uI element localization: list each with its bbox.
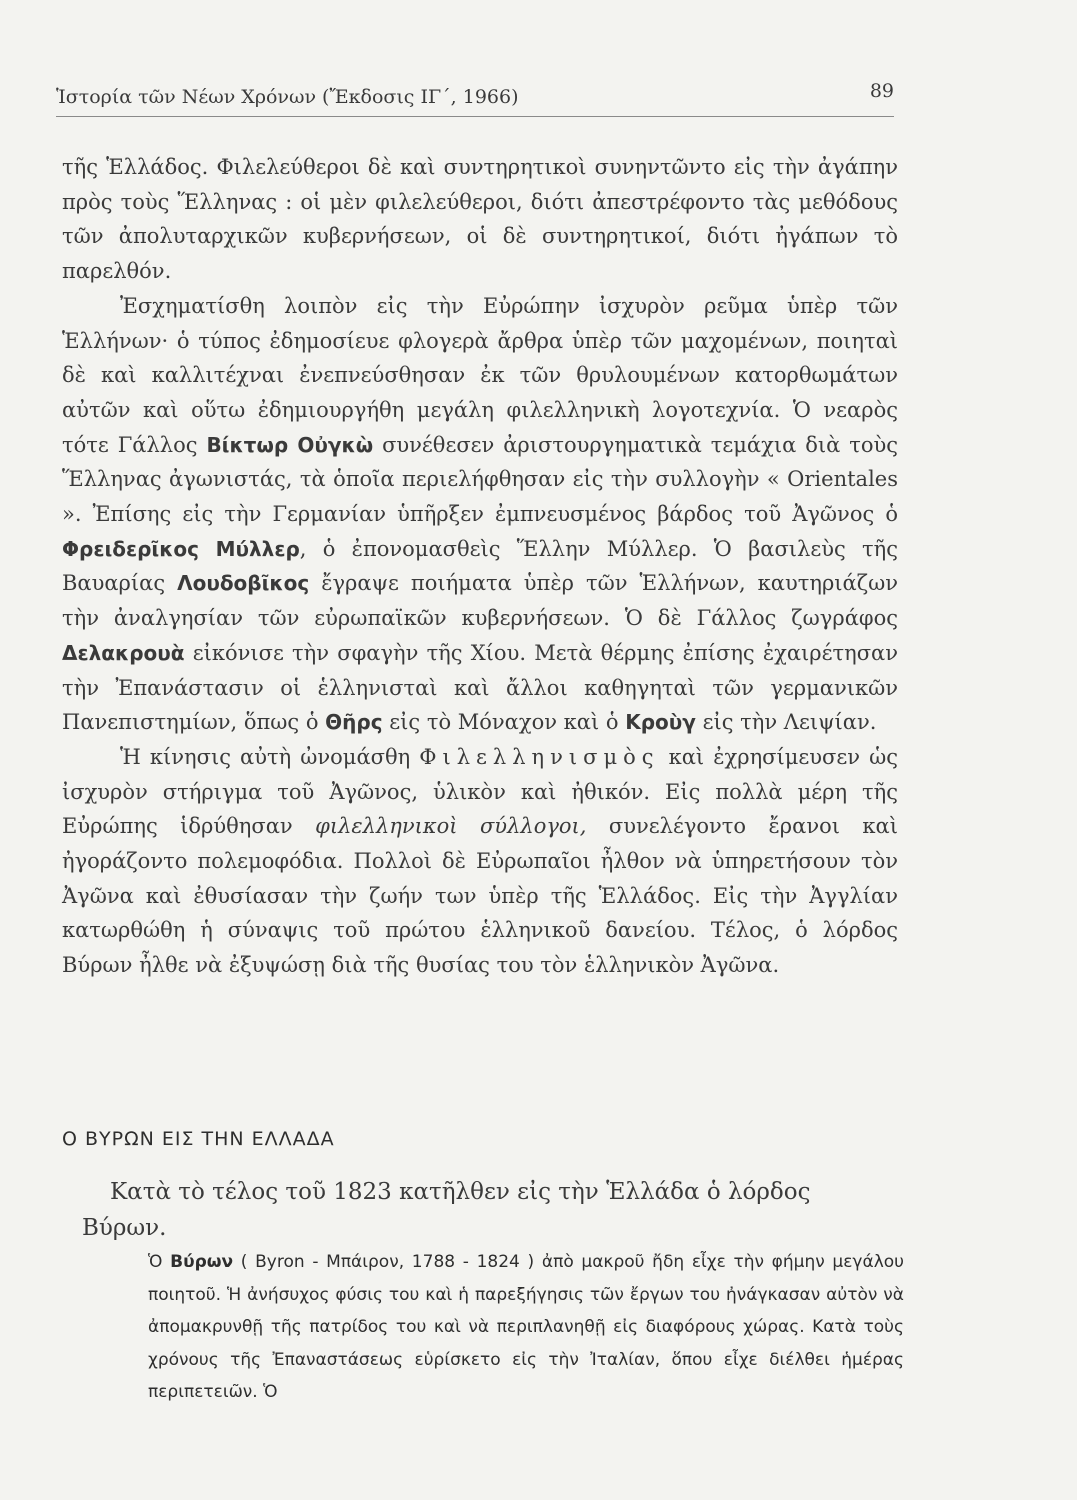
footnote-lead: Ὁ xyxy=(148,1252,163,1272)
section-line-2: Βύρων. xyxy=(82,1215,167,1241)
paragraph-3 xyxy=(62,740,898,983)
footnote-text xyxy=(148,1246,904,1409)
paragraph-2-text-a: Ἐσχηματίσθη λοιπὸν εἰς τὴν Εὐρώπην ἰσχυρὸν ρεῦμα ὑπὲρ τῶν Ἑλλήνων· ὁ τύπος ἐδημοσίευε φλογερὰ ἄρθρα ὑπὲρ τῶν μαχομένων, ποιηταὶ δὲ καὶ καλλιτέχναι ἐνεπνεύσθησαν ἐκ τῶν θρυλουμένων κατορθωμάτων αὐτῶν καὶ οὕτω ἐδημιουργήθη μεγάλη φιλελληνικὴ λογοτεχνία. Ὁ νεαρὸς τότε Γάλλος xyxy=(62,293,898,457)
name-thiersch: Θῆρς xyxy=(325,710,383,735)
paragraph-2-text-f: εἰς τὸ Μόναχον καὶ ὁ xyxy=(389,710,619,735)
name-friedrich-muller: Φρειδερῖκος Μύλλερ xyxy=(62,536,300,561)
paragraph-1: τῆς Ἑλλάδος. Φιλελεύθεροι δὲ καὶ συντηρητικοὶ συνηντῶντο εἰς τὴν ἀγάπην πρὸς τοὺς Ἕλληνας : οἱ μὲν φιλελεύθεροι, διότι ἀπεστρέφοντο τὰς μεθόδους τῶν ἀπολυταρχικῶν κυβερνήσεων, οἱ δὲ συντηρητικοί, διότι ἠγάπων τὸ παρελθόν. xyxy=(62,155,898,284)
name-ludwig: Λουδοβῖκος xyxy=(177,571,310,596)
name-victor-hugo: Βίκτωρ Οὐγκὼ xyxy=(206,432,374,457)
term-philhellenism: Φιλελληνισμὸς xyxy=(419,744,660,769)
section-text xyxy=(82,1174,900,1246)
section-line-1: Κατὰ τὸ τέλος τοῦ 1823 κατῆλθεν εἰς τὴν Ἑλλάδα ὁ λόρδος xyxy=(110,1179,811,1205)
section-heading: Ο ΒΥΡΩΝ ΕΙΣ ΤΗΝ ΕΛΛΑΔΑ xyxy=(62,1128,335,1150)
page-number: 89 xyxy=(869,80,894,102)
paragraph-3-text-b: καὶ ἐχρησίμευσεν ὡς ἰσχυρὸν στήριγμα τοῦ Ἀγῶνος, ὑλικὸν καὶ ἠθικόν. Εἰς πολλὰ μέρη τῆς Εὐρώπης ἱδρύθησαν xyxy=(62,744,898,839)
paragraph-3-text-a: Ἡ κίνησις αὐτὴ ὠνομάσθη xyxy=(120,744,411,769)
paragraph-2 xyxy=(62,289,898,740)
paragraph-2-text-d: ἔγραψε ποιήματα ὑπὲρ τῶν Ἑλλήνων, καυτηριάζων τὴν ἀναλγησίαν τῶν εὐρωπαϊκῶν κυβερνήσεων. Ὁ δὲ Γάλλος ζωγράφος xyxy=(62,571,898,631)
running-header xyxy=(56,80,894,117)
name-delacroix: Δελακρουὰ xyxy=(62,640,185,665)
running-title: Ἱστορία τῶν Νέων Χρόνων (Ἔκδοσις ΙΓ΄, 1966) xyxy=(56,86,519,108)
paragraph-2-text-c: , ὁ ἐπονομασθεὶς Ἕλλην Μύλλερ. Ὁ βασιλεὺς τῆς Βαυαρίας xyxy=(62,536,898,596)
footnote-body: ( Byron - Μπάιρον, 1788 - 1824 ) ἀπὸ μακροῦ ἤδη εἶχε τὴν φήμην μεγάλου ποιητοῦ. Ἡ ἀνήσυχος φύσις του καὶ ἡ παρεξήγησις τῶν ἔργων του ἠνάγκασαν αὐτὸν νὰ ἀπομακρυνθῇ τῆς πατρίδος του καὶ νὰ περιπλανηθῇ εἰς διαφόρους χώρας. Κατὰ τοὺς χρόνους τῆς Ἐπαναστάσεως εὑρίσκετο εἰς τὴν Ἰταλίαν, ὅπου εἶχε διέλθει ἡμέρας περιπετειῶν. Ὁ xyxy=(148,1252,904,1402)
name-krug: Κροὺγ xyxy=(625,710,696,735)
paragraph-3-text-c: συνελέγοντο ἔρανοι καὶ ἠγοράζοντο πολεμοφόδια. Πολλοὶ δὲ Εὐρωπαῖοι ἦλθον νὰ ὑπηρετήσουν τὸν Ἀγῶνα καὶ ἐθυσίασαν τὴν ζωήν των ὑπὲρ τῆς Ἑλλάδος. Εἰς τὴν Ἀγγλίαν κατωρθώθη ἡ σύναψις τοῦ πρώτου ἑλληνικοῦ δανείου. Τέλος, ὁ λόρδος Βύρων ἦλθε νὰ ἐξυψώσῃ διὰ τῆς θυσίας του τὸν ἑλληνικὸν Ἀγῶνα. xyxy=(62,814,898,978)
paragraph-2-text-g: εἰς τὴν Λειψίαν. xyxy=(702,710,877,735)
term-philhellenic-societies: φιλελληνικοὶ σύλλογοι, xyxy=(315,814,587,839)
main-text xyxy=(62,150,898,983)
footnote-name-byron: Βύρων xyxy=(170,1252,234,1272)
paragraph-2-text-b: συνέθεσεν ἀριστουργηματικὰ τεμάχια διὰ τοὺς Ἕλληνας ἀγωνιστάς, τὰ ὁποῖα περιελήφθησαν εἰς τὴν συλλογὴν « Orientales ». Ἐπίσης εἰς τὴν Γερμανίαν ὑπῆρξεν ἐμπνευσμένος βάρδος τοῦ Ἀγῶνος ὁ xyxy=(62,432,898,527)
paragraph-2-text-e: εἰκόνισε τὴν σφαγὴν τῆς Χίου. Μετὰ θέρμης ἐπίσης ἐχαιρέτησαν τὴν Ἐπανάστασιν οἱ ἑλληνισταὶ καὶ ἄλλοι καθηγηταὶ τῶν γερμανικῶν Πανεπιστημίων, ὅπως ὁ xyxy=(62,640,898,735)
